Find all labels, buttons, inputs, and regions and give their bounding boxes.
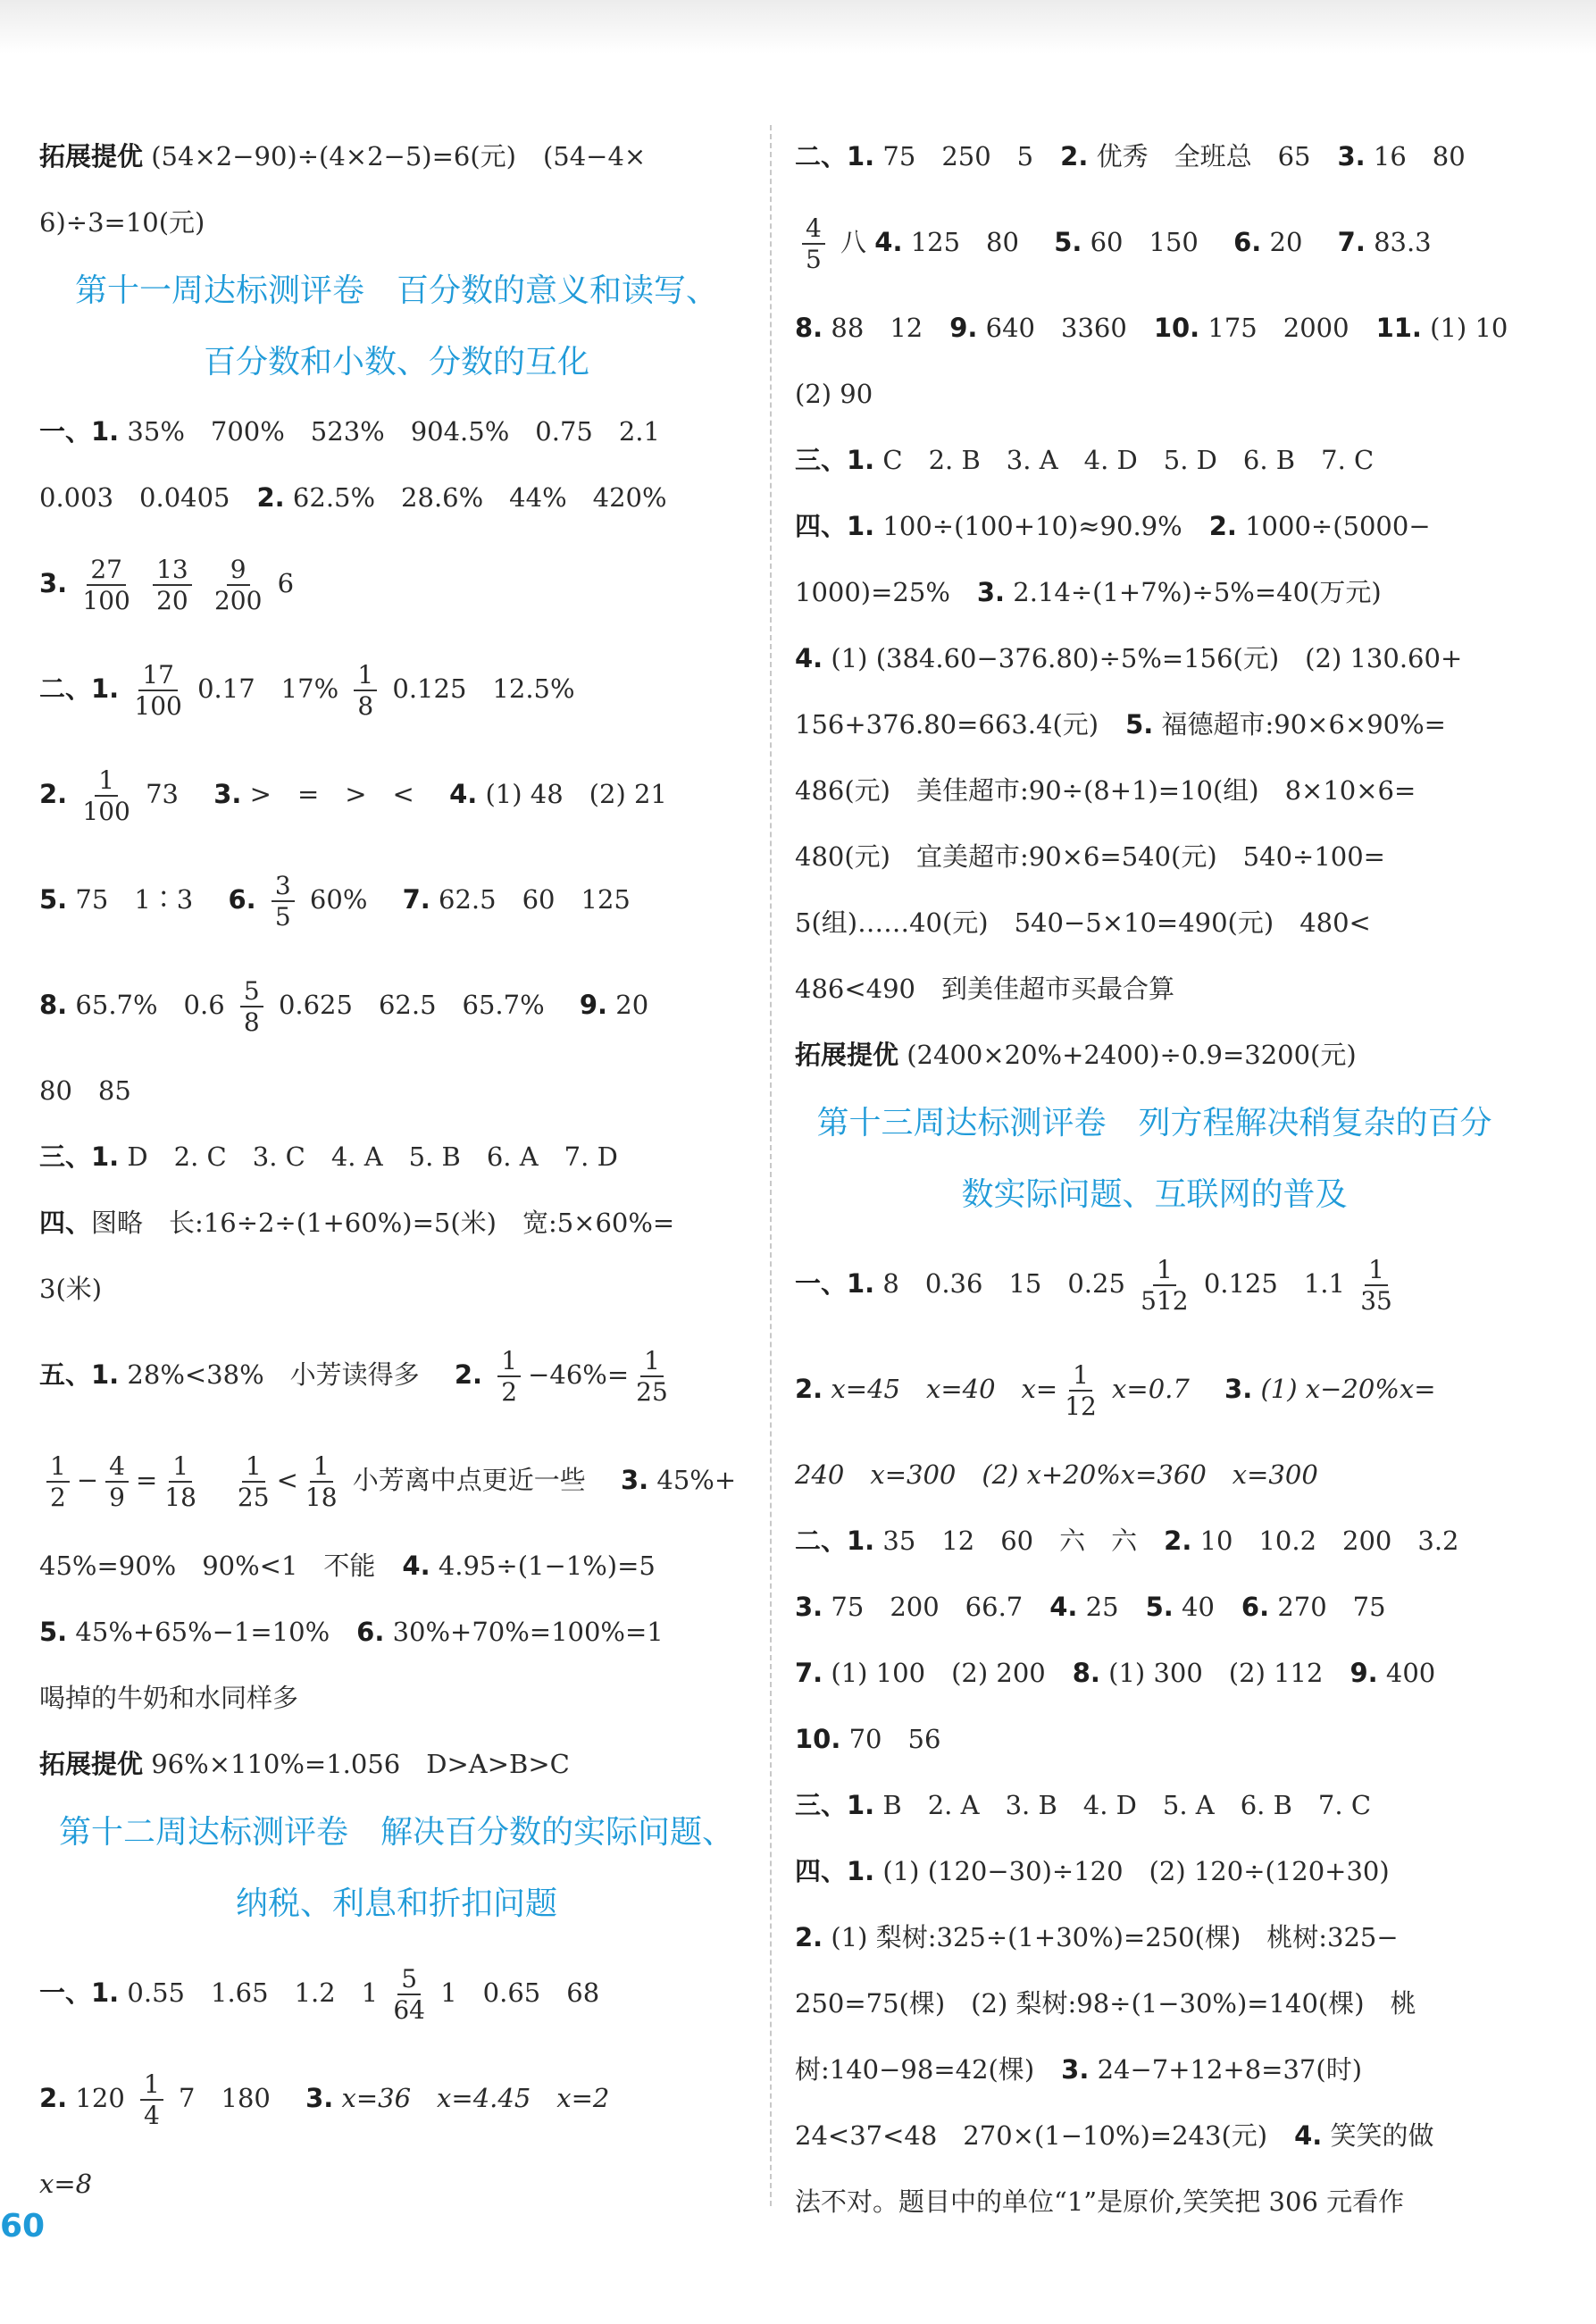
fraction: $\frac{27}{100}$ [82,554,130,615]
answer-line [795,559,1514,625]
item-label: 9. [579,990,608,1020]
text: 0.125 1.1 [1203,1268,1345,1299]
answer-line [795,956,1514,1022]
item-label: 2. [1208,511,1237,541]
text: 20 [1269,227,1303,257]
text: x=45 x=40 x= [831,1374,1058,1404]
item-label: 3. [620,1465,649,1495]
text: 0.55 1.65 1.2 1 [127,1977,379,2008]
item-label: 6. [356,1617,385,1647]
tuozhan-label: 拓展提优 [39,1749,144,1779]
item-label: 2. [39,2083,68,2113]
item-label: 3. [39,568,68,598]
answer-line [795,1772,1514,1838]
item-label: 3. [1061,2054,1090,2085]
item-label: 5. [1054,227,1082,257]
text: 笑笑的做 [1330,2120,1434,2151]
text: 1000÷(5000− [1245,511,1431,541]
answer-line [795,1022,1514,1088]
text: 0.125 12.5% [392,673,575,704]
text: 2.14÷(1+7%)÷5%=40(万元) [1013,577,1382,607]
text: 30%+70%=100%=1 [392,1617,664,1647]
text: x=0.7 [1112,1374,1190,1404]
item-label: 2. [795,1374,823,1404]
item-label: 7. [795,1658,823,1688]
answer-line [39,464,754,531]
fraction: $\frac{1}{35}$ [1360,1254,1392,1316]
tuozhan-label: 拓展提优 [795,1040,899,1070]
item-label: 4. [1294,2120,1323,2151]
text: (2400×20%+2400)÷0.9=3200(元) [907,1040,1357,1070]
text: (1) 100 (2) 200 [831,1658,1046,1688]
text: (1) 梨树:325÷(1+30%)=250(棵) 桃树:325− [831,1922,1399,1952]
answer-line [795,1442,1514,1508]
fraction: $\frac{3}{5}$ [272,873,295,931]
fraction: $\frac{1}{2}$ [46,1453,70,1511]
item-label: 四、1. [795,511,875,541]
answer-line [795,361,1514,427]
text: 120 [75,2083,125,2113]
fraction: $\frac{4}{9}$ [105,1453,129,1511]
item-label: 三、1. [795,445,875,475]
answer-line [39,636,754,741]
item-label: 一、1. [39,1977,120,2008]
answer-line [39,398,754,464]
text: 优秀 全班总 65 [1096,141,1311,171]
text: 4.95÷(1−1%)=5 [438,1551,656,1581]
answer-line [795,295,1514,361]
answer-line [39,1190,754,1256]
text: 6 [277,568,295,598]
text: (54×2−90)÷(4×2−5)=6(元) [151,141,516,171]
section-title: 数实际问题、互联网的普及 [961,1176,1348,1213]
text: 100÷(100+10)≈90.9% [882,511,1182,541]
item-label: 5. [39,884,68,915]
answer-line [795,1970,1514,2036]
section-title: 第十二周达标测评卷 解决百分数的实际问题、 [58,1814,734,1851]
item-label: 二、1. [39,673,120,704]
answer-line [39,123,754,189]
text: 0.003 0.0405 [39,482,230,513]
text: (2) 90 [795,379,873,409]
text: 75 200 66.7 [831,1592,1024,1622]
item-label: 2. [1060,141,1089,171]
text: 175 2000 [1207,313,1349,343]
answer-line [795,890,1514,956]
item-label: 四、1. [795,1856,875,1886]
text: 7 180 [179,2083,271,2113]
fraction: $\frac{5}{8}$ [240,978,263,1036]
top-shade [0,0,1596,54]
text: 图略 长:16÷2÷(1+60%)=5(米) 宽:5×60%= [91,1208,675,1238]
text: 1 0.65 68 [440,1977,600,2008]
text: 486<490 到美佳超市买最合算 [795,974,1175,1004]
text: 8 0.36 15 0.25 [882,1268,1125,1299]
text: 35% 700% 523% 904.5% 0.75 2.1 [127,416,660,447]
text: 270 75 [1277,1592,1386,1622]
text: −46%= [528,1359,630,1390]
answer-line [39,1322,754,1427]
text: 65.7% 0.6 [75,990,225,1020]
answer-line [39,741,754,847]
answer-line [39,1599,754,1665]
item-label: 三、1. [795,1790,875,1820]
item-label: 8. [39,990,68,1020]
answer-line [39,1665,754,1731]
item-label: 3. [213,779,242,809]
answer-line [795,1838,1514,1904]
text: 35 12 60 六 六 [882,1526,1138,1556]
text: 250=75(棵) (2) 梨树:98÷(1−30%)=140(棵) 桃 [795,1988,1416,2019]
section-title: 第十三周达标测评卷 列方程解决稍复杂的百分 [816,1105,1492,1141]
item-label: 7. [402,884,430,915]
text: 24<37<48 270×(1−10%)=243(元) [795,2120,1268,2151]
text: > = > < [249,779,414,809]
column-divider [770,125,772,2206]
text: (1) 48 (2) 21 [485,779,667,809]
item-label: 一、1. [795,1268,875,1299]
fraction: $\frac{1}{4}$ [140,2071,163,2129]
item-label: 8. [1072,1658,1100,1688]
item-label: 5. [1125,709,1154,740]
text: 45%=90% 90%<1 不能 [39,1551,376,1581]
item-label: 4. [795,643,823,673]
text: 60 150 [1090,227,1199,257]
text: 5(组)……40(元) 540−5×10=490(元) 480< [795,907,1371,938]
text: 10 10.2 200 3.2 [1199,1526,1459,1556]
answer-line [795,691,1514,757]
fraction: $\frac{1}{100}$ [82,765,130,826]
fraction: $\frac{5}{64}$ [393,1963,425,2025]
item-label: 6. [228,884,256,915]
text: 1000)=25% [795,577,950,607]
fraction: $\frac{1}{25}$ [237,1450,270,1512]
text: 0.625 62.5 65.7% [278,990,545,1020]
item-label: 4. [1049,1592,1078,1622]
answer-line [795,1904,1514,1970]
text: 福德超市:90×6×90%= [1161,709,1446,740]
item-label: 2. [256,482,285,513]
item-label: 5. [39,1617,68,1647]
answer-line [795,2036,1514,2102]
answer-line [39,1124,754,1190]
text: 28%<38% 小芳读得多 [127,1359,420,1390]
item-label: 5. [1145,1592,1174,1622]
item-label: 2. [1164,1526,1192,1556]
text: 73 [146,779,179,809]
item-label: 二、1. [795,1526,875,1556]
item-label: 10. [1153,313,1200,343]
text: (1) 300 (2) 112 [1108,1658,1324,1688]
item-label: 7. [1337,227,1366,257]
text: 0.17 17% [197,673,339,704]
item-label: 4. [449,779,478,809]
text: 法不对。题目中的单位“1”是原价,笑笑把 306 元看作 [795,2186,1405,2217]
answer-line [39,2045,754,2151]
text: 20 [615,990,649,1020]
section-title: 第十一周达标测评卷 百分数的意义和读写、 [74,272,718,309]
fraction: $\frac{17}{100}$ [134,659,182,721]
text: 486(元) 美佳超市:90÷(8+1)=10(组) 8×10×6= [795,775,1416,806]
answer-line [795,2102,1514,2169]
answer-line [795,1231,1514,1336]
text: 83.3 [1374,227,1432,257]
fraction: $\frac{1}{25}$ [636,1345,668,1407]
text: (1) (384.60−376.80)÷5%=156(元) (2) 130.60+ [831,643,1463,673]
answer-line [795,2169,1514,2235]
answer-line [795,1706,1514,1772]
item-label: 2. [795,1922,823,1952]
answer-line [795,189,1514,295]
text: 62.5% 28.6% 44% 420% [292,482,667,513]
text: C 2. B 3. A 4. D 5. D 6. B 7. C [882,445,1375,475]
fraction: $\frac{9}{200}$ [213,554,263,615]
text: 62.5 60 125 [439,884,631,915]
text: B 2. A 3. B 4. D 5. A 6. B 7. C [882,1790,1372,1820]
answer-line [795,1640,1514,1706]
answer-line [795,625,1514,691]
item-label: 11. [1375,313,1422,343]
text: (54−4× [542,141,647,171]
item-label: 3. [795,1592,823,1622]
fraction: $\frac{1}{8}$ [354,662,377,720]
item-label: 6. [1241,1592,1270,1622]
tuozhan-label: 拓展提优 [39,141,144,171]
text: 3(米) [39,1274,103,1304]
answer-line [39,531,754,636]
item-label: 2. [454,1359,483,1390]
answer-line [795,1508,1514,1574]
text: (1) (120−30)÷120 (2) 120÷(120+30) [882,1856,1390,1886]
answer-line [795,1574,1514,1640]
text: x=36 x=4.45 x=2 [341,2083,610,2113]
item-label: 一、1. [39,416,120,447]
answer-line: $\frac{1}{2}$ − $\frac{4}{9}$ = $\frac{1}{18}$ $\frac{1}{25}$ < $\frac{1}{18}$ 小芳离中点更近一些 3. 45%+ [39,1427,754,1533]
text: x=8 [39,2169,93,2199]
text: 75 250 5 [882,141,1034,171]
text: 125 80 [910,227,1019,257]
text: 80 85 [39,1075,131,1106]
answer-line [795,757,1514,823]
item-label: 9. [949,313,978,343]
answer-line [795,123,1514,189]
fraction: $\frac{1}{512}$ [1141,1254,1189,1316]
item-label: 4. [402,1551,430,1581]
text: 小芳离中点更近一些 [352,1465,586,1495]
item-label: 8. [795,313,823,343]
text: 24−7+12+8=37(时) [1097,2054,1363,2085]
answer-line [39,189,754,255]
item-label: 二、1. [795,141,875,171]
left-column [39,123,754,2217]
text: (1) 10 [1430,313,1508,343]
section-title: 纳税、利息和折扣问题 [235,1885,557,1922]
text: 40 [1182,1592,1215,1622]
answer-line [39,1533,754,1599]
fraction: $\frac{1}{2}$ [497,1348,521,1406]
fraction: $\frac{1}{12}$ [1065,1359,1097,1421]
item-label: 10. [795,1724,841,1754]
item-label: 三、1. [39,1141,120,1172]
answer-line [39,847,754,952]
text: 16 80 [1373,141,1466,171]
item-label: 3. [976,577,1006,607]
text: 60% [309,884,368,915]
text: 480(元) 宜美超市:90×6=540(元) 540÷100= [795,841,1385,872]
text: 喝掉的牛奶和水同样多 [39,1683,299,1713]
answer-line [39,952,754,1058]
text: 400 [1385,1658,1436,1688]
item-label: 6. [1233,227,1262,257]
fraction: $\frac{4}{5}$ [802,215,825,273]
text: 96%×110%=1.056 D>A>B>C [151,1749,570,1779]
answer-line [795,427,1514,493]
item-label: 4. [874,227,903,257]
right-column [795,123,1514,2235]
item-label: 五、1. [39,1359,120,1390]
answer-line [795,823,1514,890]
fraction: $\frac{1}{18}$ [164,1450,196,1512]
text: 25 [1085,1592,1119,1622]
answer-line [39,1058,754,1124]
text: 45%+ [656,1465,737,1495]
section-title: 百分数和小数、分数的互化 [203,344,589,380]
text: 6)÷3=10(元) [39,207,205,238]
answer-line [39,1731,754,1797]
item-label: 9. [1349,1658,1378,1688]
text: 640 3360 [985,313,1127,343]
page-number: 60 [0,2208,46,2245]
text: 45%+65%−1=10% [75,1617,330,1647]
text: 75 1∶3 [75,884,194,915]
answer-line [39,1256,754,1322]
answer-line [795,1336,1514,1442]
item-label: 3. [1224,1374,1253,1404]
text: 八 [840,227,867,257]
text: 70 56 [848,1724,941,1754]
item-label: 3. [305,2083,334,2113]
text: D 2. C 3. C 4. A 5. B 6. A 7. D [127,1141,618,1172]
item-label: 3. [1337,141,1366,171]
text: 156+376.80=663.4(元) [795,709,1099,740]
fraction: $\frac{13}{20}$ [153,556,192,614]
text: 88 12 [831,313,923,343]
item-label: 2. [39,779,68,809]
answer-line [39,2151,754,2217]
answer-line [795,493,1514,559]
item-label: 四、 [39,1208,92,1238]
text: (1) x−20%x= [1260,1374,1436,1404]
answer-line [39,1940,754,2045]
text: 240 x=300 (2) x+20%x=360 x=300 [795,1459,1318,1490]
fraction: $\frac{1}{18}$ [305,1450,338,1512]
text: 树:140−98=42(棵) [795,2054,1035,2085]
